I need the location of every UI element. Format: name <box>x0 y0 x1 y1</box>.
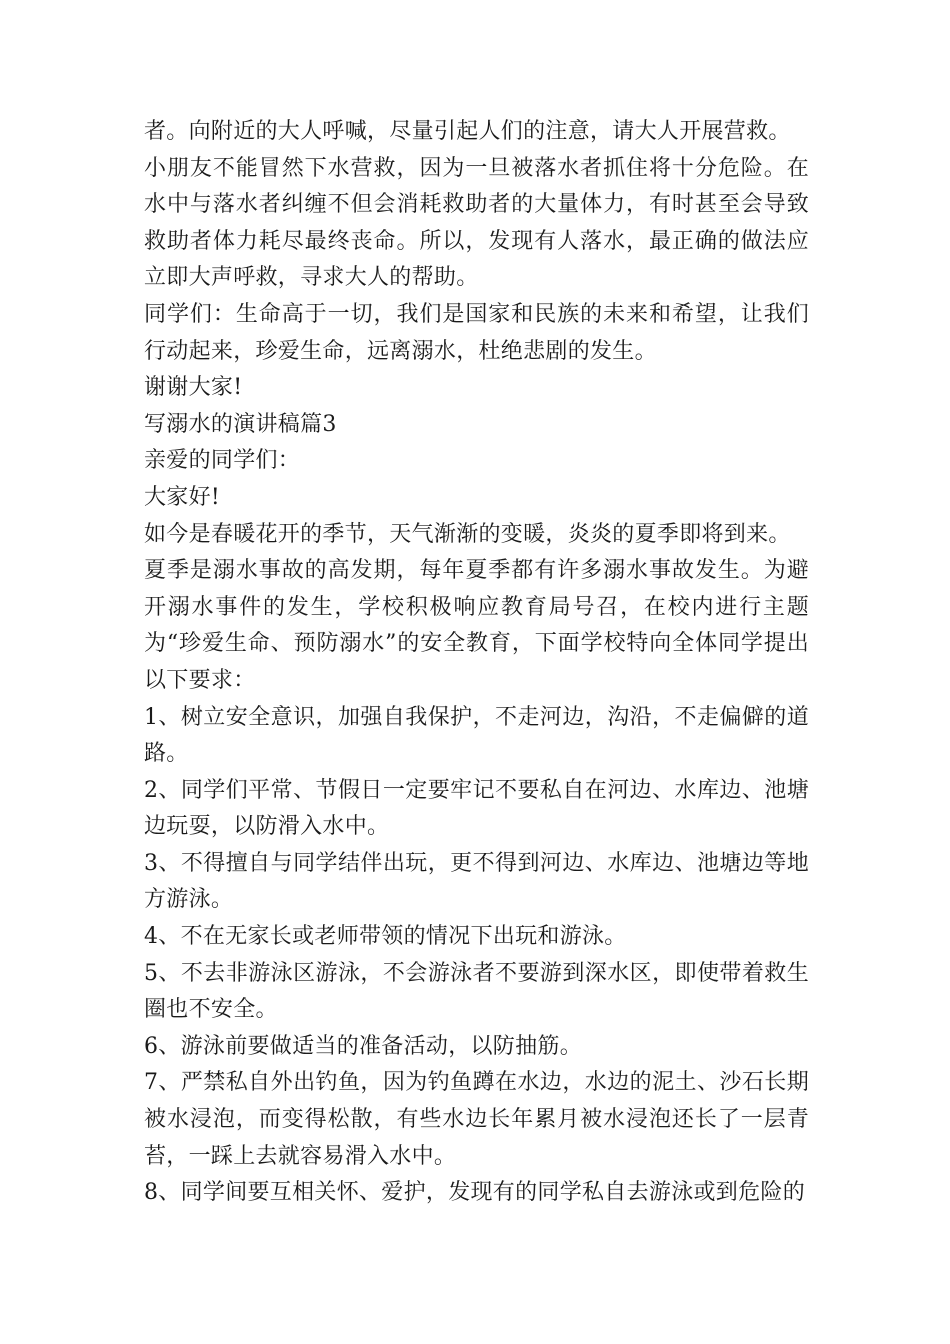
list-item: 7、严禁私自外出钓鱼，因为钓鱼蹲在水边，水边的泥土、沙石长期被水浸泡，而变得松散，有些水边长年累月被水浸泡还长了一层青苔，一踩上去就容易滑入水中。 <box>144 1070 809 1169</box>
list-item: 3、不得擅自与同学结伴出玩，更不得到河边、水库边、池塘边等地方游泳。 <box>144 850 809 913</box>
greeting: 大家好! <box>144 484 221 510</box>
document-body <box>144 114 809 1212</box>
section-heading: 写溺水的演讲稿篇3 <box>144 411 337 437</box>
paragraph: 谢谢大家! <box>144 375 243 401</box>
paragraph: 夏季是溺水事故的高发期，每年夏季都有许多溺水事故发生。为避开溺水事件的发生，学校积极响应教育局号召，在校内进行主题为“珍爱生命、预防溺水”的安全教育，下面学校特向全体同学提出以下要求： <box>144 558 809 693</box>
list-item: 4、不在无家长或老师带领的情况下出玩和游泳。 <box>144 924 627 950</box>
paragraph: 如今是春暖花开的季节，天气渐渐的变暖，炎炎的夏季即将到来。 <box>144 521 791 547</box>
list-item: 2、同学们平常、节假日一定要牢记不要私自在河边、水库边、池塘边玩耍，以防滑入水中。 <box>144 777 809 840</box>
list-item: 8、同学间要互相关怀、爱护，发现有的同学私自去游泳或到危险的 <box>144 1180 805 1206</box>
paragraph: 小朋友不能冒然下水营救，因为一旦被落水者抓住将十分危险。在水中与落水者纠缠不但会消耗救助者的大量体力，有时甚至会导致救助者体力耗尽最终丧命。所以，发现有人落水，最正确的做法应立即大声呼救，寻求大人的帮助。 <box>144 155 809 291</box>
list-item: 1、树立安全意识，加强自我保护，不走河边，沟沿，不走偏僻的道路。 <box>144 704 809 767</box>
list-item: 6、游泳前要做适当的准备活动，以防抽筋。 <box>144 1033 582 1059</box>
paragraph: 同学们：生命高于一切，我们是国家和民族的未来和希望，让我们行动起来，珍爱生命，远离溺水，杜绝悲剧的发生。 <box>144 301 809 364</box>
list-item: 5、不去非游泳区游泳，不会游泳者不要游到深水区，即使带着救生圈也不安全。 <box>144 960 809 1023</box>
salutation: 亲爱的同学们： <box>144 448 301 474</box>
paragraph: 者。向附近的大人呼喊，尽量引起人们的注意，请大人开展营救。 <box>144 119 791 144</box>
